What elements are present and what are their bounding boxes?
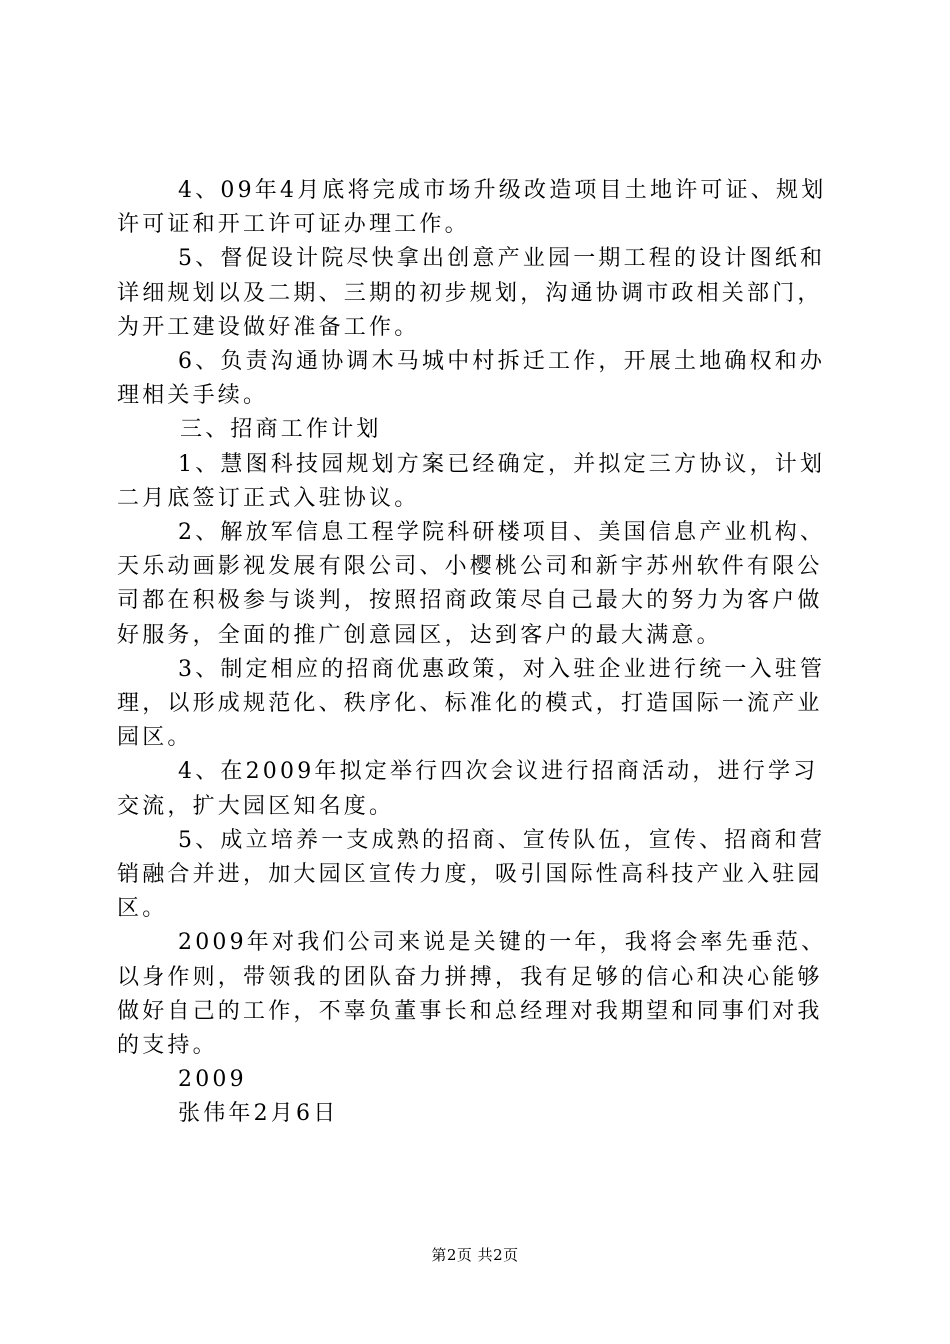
section-paragraph-1: 1、慧图科技园规划方案已经确定，并拟定三方协议，计划二月底签订正式入驻协议。 [117, 451, 826, 511]
document-body [117, 174, 837, 1132]
section-paragraph-4: 4、在2009年拟定举行四次会议进行招商活动，进行学习交流，扩大园区知名度。 [117, 759, 819, 819]
section-paragraph-2: 2、解放军信息工程学院科研楼项目、美国信息产业机构、天乐动画影视发展有限公司、小樱桃公司和新宇苏州软件有限公司都在积极参与谈判，按照招商政策尽自己最大的努力为客户做好服务，全面的推广创意园区，达到客户的最大满意。 [117, 520, 826, 648]
paragraph-item-6: 6、负责沟通协调木马城中村拆迁工作，开展土地确权和办理相关手续。 [117, 349, 826, 409]
page-footer: 第2页 共2页 [431, 1246, 519, 1264]
closing-paragraph: 2009年对我们公司来说是关键的一年，我将会率先垂范、以身作则，带领我的团队奋力拼搏，我有足够的信心和决心能够做好自己的工作，不辜负董事长和总经理对我期望和同事们对我的支持。 [117, 930, 827, 1059]
section-paragraph-3: 3、制定相应的招商优惠政策，对入驻企业进行统一入驻管理，以形成规范化、秩序化、标准化的模式，打造国际一流产业园区。 [117, 656, 826, 751]
paragraph-item-5: 5、督促设计院尽快拿出创意产业园一期工程的设计图纸和详细规划以及二期、三期的初步规划，沟通协调市政相关部门，为开工建设做好准备工作。 [117, 246, 826, 340]
signature-year: 2009 [178, 1067, 247, 1093]
signature-line: 张伟年2月6日 [178, 1101, 339, 1127]
section-heading: 三、招商工作计划 [180, 417, 382, 443]
section-paragraph-5: 5、成立培养一支成熟的招商、宣传队伍，宣传、招商和营销融合并进，加大园区宣传力度，吸引国际性高科技产业入驻园区。 [117, 827, 826, 922]
paragraph-item-4: 4、09年4月底将完成市场升级改造项目土地许可证、规划许可证和开工许可证办理工作。 [117, 178, 827, 238]
